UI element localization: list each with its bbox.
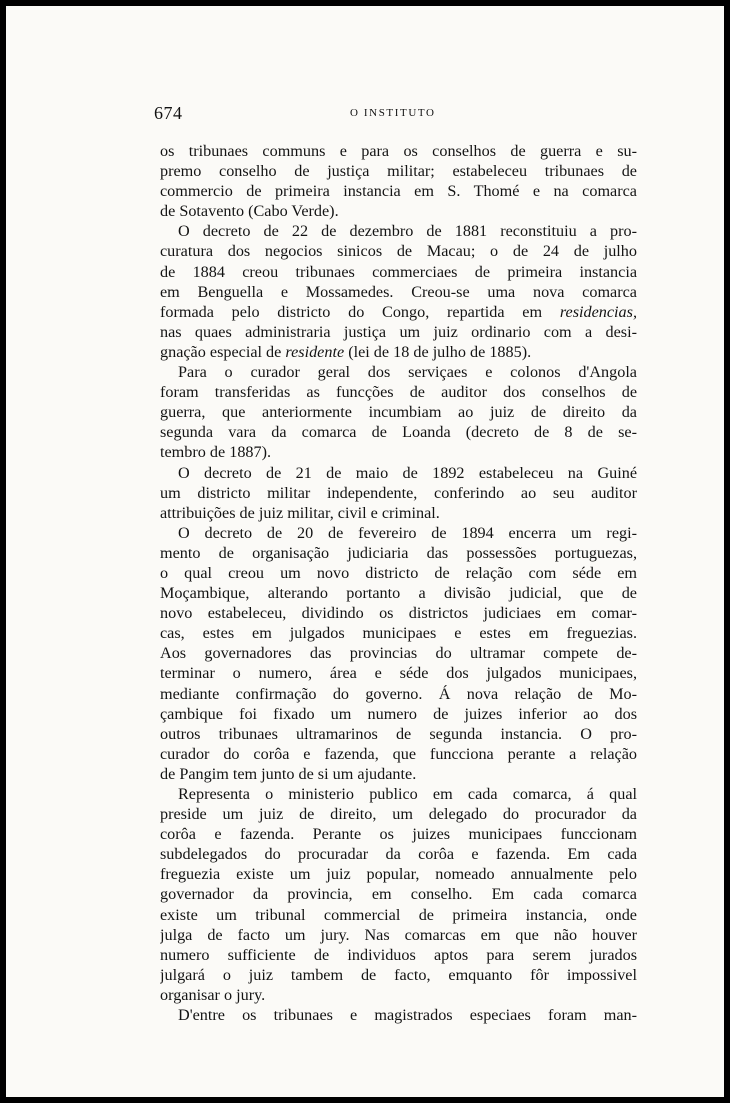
text-line: premo conselho de justiça militar; estabeleceu tribunaes de — [160, 162, 637, 181]
italic-term: residente — [285, 342, 345, 361]
text-line: outros tribunaes ultramarinos de segunda instancia. O pro- — [160, 724, 637, 743]
text-line: mediante confirmação do governo. Á nova relação de Mo- — [160, 684, 637, 703]
text-fragment: formada pelo districto do Congo, repartida em — [160, 302, 560, 321]
text-line: Representa o ministerio publico em cada comarca, á qual — [178, 785, 637, 803]
text-line: numero sufficiente de individuos aptos para serem jurados — [160, 945, 637, 964]
text-line: mento de organisação judiciaria das possessões portuguezas, — [160, 543, 637, 562]
text-line: Para o curador geral dos serviçaes e colonos d'Angola — [178, 363, 637, 382]
body-text — [160, 141, 637, 1025]
text-line: um districto militar independente, conferindo ao seu auditor — [160, 483, 637, 502]
book-page — [6, 6, 724, 1097]
text-line: terminar o numero, área e séde dos julgados municipaes, — [160, 664, 637, 683]
text-line: çambique foi fixado um numero de juizes inferior ao dos — [160, 704, 637, 723]
text-line: corôa e fazenda. Perante os juizes municipaes funccionam — [160, 825, 637, 844]
text-line: em Benguella e Mossamedes. Creou-se uma nova comarca — [160, 282, 637, 301]
text-line: foram transferidas as funcções de auditor dos conselhos de — [160, 383, 637, 402]
text-line: de Sotavento (Cabo Verde). — [160, 202, 339, 221]
text-line: de 1884 creou tribunaes commerciaes de primeira instancia — [160, 262, 637, 281]
text-line: curador do corôa e fazenda, que funcciona perante a relação — [160, 744, 637, 763]
text-line: segunda vara da comarca de Loanda (decreto de 8 de se- — [160, 423, 637, 442]
text-line: julgará o juiz tambem de facto, emquanto fôr impossivel — [160, 965, 637, 984]
text-line: o qual creou um novo districto de relação com séde em — [160, 563, 637, 582]
text-line: tembro de 1887). — [160, 443, 272, 462]
text-fragment: (lei de 18 de julho de 1885). — [344, 342, 532, 361]
text-line-with-italic — [160, 342, 637, 362]
text-line: novo estabeleceu, dividindo os districtos judiciaes em comar- — [160, 604, 637, 623]
text-line: subdelegados do procuradar da corôa e fazenda. Em cada — [160, 845, 637, 864]
text-line: guerra, que anteriormente incumbiam ao juiz de direito da — [160, 403, 637, 422]
text-line: O decreto de 21 de maio de 1892 estabeleceu na Guiné — [178, 463, 637, 482]
text-line: attribuições de juiz militar, civil e criminal. — [160, 503, 440, 522]
text-line: O decreto de 20 de fevereiro de 1894 encerra um regi- — [178, 523, 637, 542]
text-line: de Pangim tem junto de si um ajudante. — [160, 764, 417, 783]
page-header — [154, 103, 649, 125]
text-line: organisar o jury. — [160, 985, 266, 1004]
text-line: O decreto de 22 de dezembro de 1881 reconstituiu a pro- — [178, 222, 637, 241]
text-line: D'entre os tribunaes e magistrados especiaes foram man- — [178, 1006, 637, 1025]
text-line: governador da provincia, em conselho. Em cada comarca — [160, 885, 637, 904]
text-fragment: gnação especial de — [160, 342, 286, 361]
text-line: commercio de primeira instancia em S. Thomé e na comarca — [160, 182, 637, 201]
text-line: curatura dos negocios sinicos de Macau; o de 24 de julho — [160, 242, 637, 261]
text-line: cas, estes em julgados municipaes e estes em freguezias. — [160, 624, 637, 643]
text-line: existe um tribunal commercial de primeira instancia, onde — [160, 905, 637, 924]
italic-term: residencias, — [559, 302, 637, 321]
text-line: preside um juiz de direito, um delegado do procurador da — [160, 805, 637, 824]
text-line: Moçambique, alterando portanto a divisão judicial, que de — [160, 584, 637, 603]
text-line: julga de facto um jury. Nas comarcas em que não houver — [160, 925, 637, 944]
text-line-with-italic — [160, 302, 637, 322]
text-line: Aos governadores das provincias do ultramar compete de- — [160, 644, 637, 663]
text-line: freguezia existe um juiz popular, nomeado annualmente pelo — [160, 865, 637, 884]
text-line: os tribunaes communs e para os conselhos de guerra e su- — [160, 142, 637, 160]
page-number: 674 — [154, 103, 183, 123]
running-head: O INSTITUTO — [350, 107, 436, 119]
text-line: nas quaes administraria justiça um juiz ordinario com a desi- — [160, 322, 637, 341]
